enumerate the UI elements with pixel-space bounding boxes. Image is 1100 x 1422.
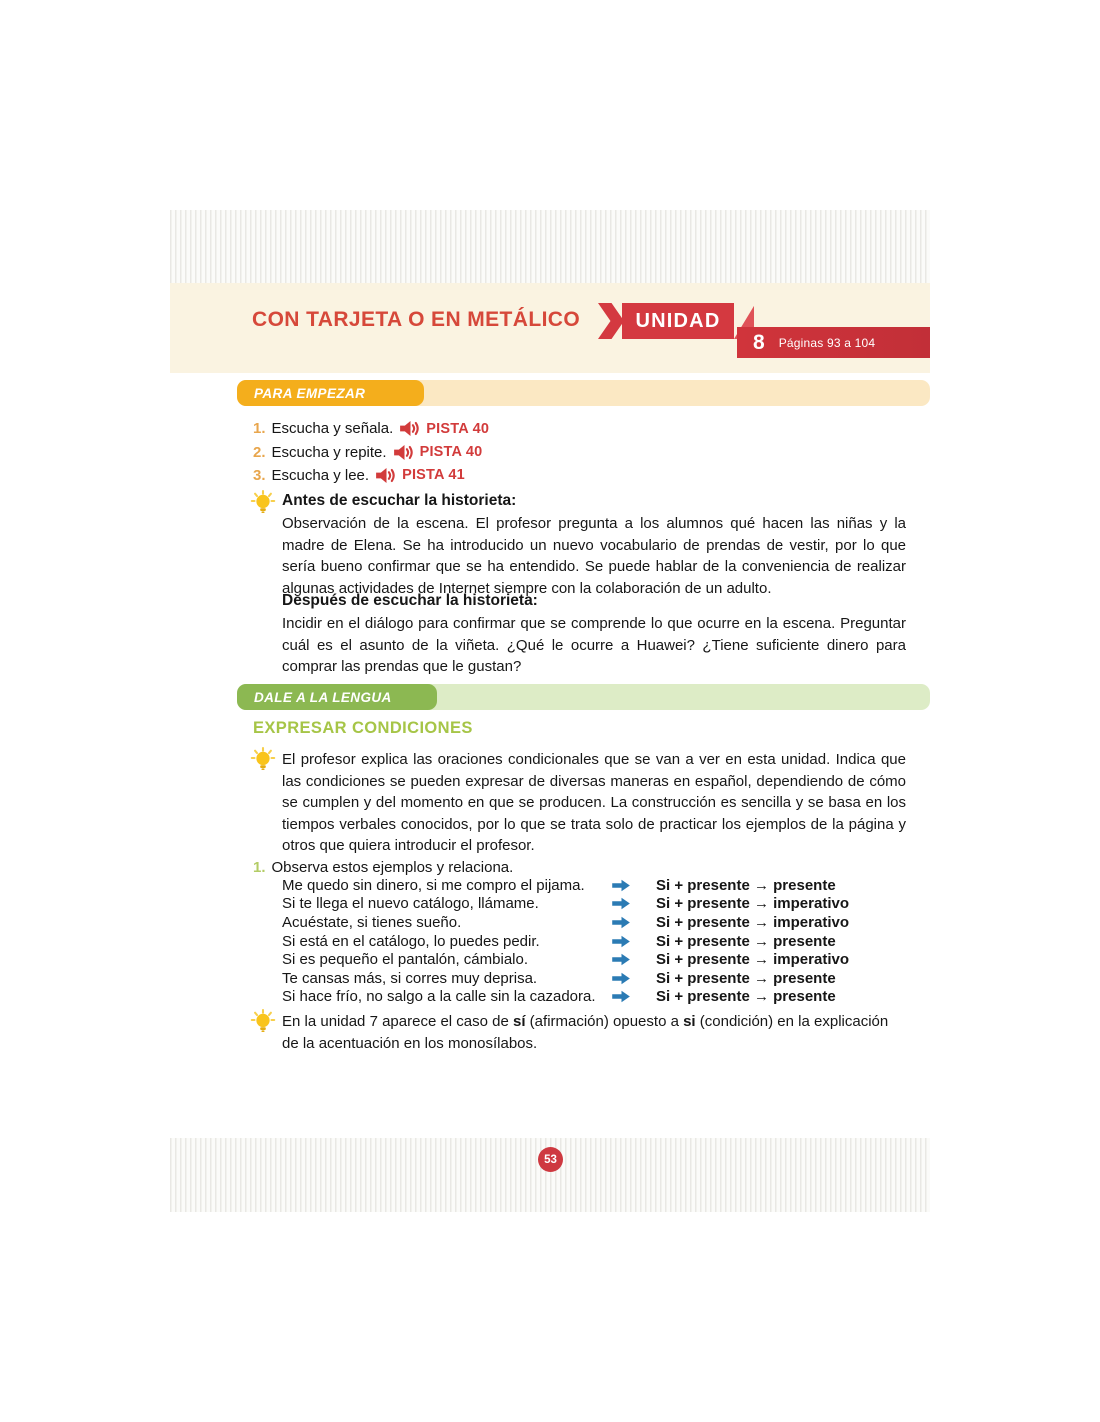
tip-body: Incidir en el diálogo para confirmar que se comprende lo que ocurre en la escena. Preguntar cuál es el asunto de la viñeta. ¿Qué le ocurre a Huawei? ¿Tiene suficiente dinero para comprar las prendas que le gustan?: [282, 615, 906, 675]
tip-heading: Antes de escuchar la historieta:: [282, 492, 517, 509]
unit-pages-bar: [737, 327, 930, 358]
task-text: Escucha y señala.: [271, 420, 394, 438]
rule-pattern: Si + presente → presente: [656, 876, 836, 894]
exercise-instruction-text: Observa estos ejemplos y relaciona.: [271, 859, 514, 876]
unit-number: 8: [753, 330, 765, 354]
unit-ribbon: UNIDAD: [622, 303, 734, 339]
speaker-icon: [394, 444, 415, 461]
teacher-tip-before: [250, 492, 906, 599]
example-sentence: Si te llega el nuevo catálogo, llámame.: [282, 895, 539, 913]
rule-pattern: Si + presente → imperativo: [656, 951, 849, 969]
teacher-tip-conditionals: [250, 749, 906, 857]
rule-pattern: Si + presente → presente: [656, 988, 836, 1006]
section-title-para-empezar: PARA EMPEZAR: [237, 380, 424, 406]
pista-label: PISTA 40: [426, 420, 490, 437]
task-number: 2.: [253, 443, 266, 461]
match-arrow-icon: [612, 990, 631, 1003]
teacher-tip-note: [250, 1011, 906, 1054]
task-item: [253, 440, 489, 463]
rule-pattern: Si + presente → presente: [656, 932, 836, 950]
lightbulb-icon: [250, 490, 276, 517]
note-text: (afirmación) opuesto a: [525, 1013, 684, 1030]
section-bar-para-empezar: [237, 380, 930, 406]
section-title-dale-a-la-lengua: DALE A LA LENGUA: [237, 684, 437, 710]
matching-exercise: [282, 876, 907, 1006]
pages-range: Páginas 93 a 104: [778, 335, 876, 350]
page-number-badge: 53: [538, 1147, 563, 1172]
subsection-title: EXPRESAR CONDICIONES: [253, 719, 473, 737]
tip-heading: Después de escuchar la historieta:: [282, 592, 538, 609]
lightbulb-icon: [250, 1009, 276, 1036]
example-sentence: Acuéstate, si tienes sueño.: [282, 913, 462, 931]
note-bold-si: si: [683, 1013, 696, 1030]
task-item: [253, 464, 489, 487]
rule-pattern: Si + presente → presente: [656, 969, 836, 987]
task-number: 3.: [253, 466, 266, 484]
note-text: (condición) en la explicación de la acentuación en los monosílabos.: [282, 1013, 889, 1052]
page-header-band: [170, 283, 930, 373]
example-sentence: Te cansas más, si corres muy deprisa.: [282, 969, 538, 987]
match-row: [282, 969, 907, 988]
exercise-instruction: [253, 859, 513, 876]
task-text: Escucha y repite.: [271, 443, 387, 461]
example-sentence: Si está en el catálogo, lo puedes pedir.: [282, 932, 540, 950]
note-text: En la unidad 7 aparece el caso de: [282, 1013, 513, 1030]
example-sentence: Si es pequeño el pantalón, cámbialo.: [282, 951, 529, 969]
example-sentence: Me quedo sin dinero, si me compro el pijama.: [282, 876, 585, 894]
page-title: CON TARJETA O EN METÁLICO: [252, 308, 581, 331]
decorative-stripes-top: [170, 210, 930, 283]
tip-body: [282, 1011, 906, 1054]
match-row: [282, 988, 907, 1007]
section-bar-dale-a-la-lengua: [237, 684, 930, 710]
tip-body: Observación de la escena. El profesor pregunta a los alumnos qué hacen las niñas y la madre de Elena. Se ha introducido un nuevo vocabulario de prendas de vestir, por lo que sería bueno confirmar que se ha entendido. Se puede hablar de la conveniencia de realizar algunas actividades de Internet siempre con la colaboración de un adulto.: [282, 515, 906, 597]
match-row: [282, 950, 907, 969]
tip-body: El profesor explica las oraciones condicionales que se van a ver en esta unidad. Indica que las condiciones se pueden expresar de diversas maneras en español, dependiendo de cómo se cumplen y del momento en que se producen. La construcción es sencilla y se basa en los tiempos verbales conocidos, por lo que se trata solo de practicar los ejemplos de la página y otros que quiera introducir el profesor.: [282, 751, 906, 854]
match-arrow-icon: [612, 916, 631, 929]
task-text: Escucha y lee.: [271, 466, 370, 484]
pista-label: PISTA 41: [402, 467, 465, 484]
speaker-icon: [400, 420, 421, 437]
match-arrow-icon: [612, 897, 631, 910]
match-arrow-icon: [612, 935, 631, 948]
pista-label: PISTA 40: [419, 444, 483, 461]
audio-task-list: [253, 417, 489, 487]
task-item: [253, 417, 489, 440]
ribbon-chevron-icon: [598, 303, 624, 339]
match-row: [282, 913, 907, 932]
exercise-number: 1.: [253, 859, 266, 876]
example-sentence: Si hace frío, no salgo a la calle sin la cazadora.: [282, 988, 596, 1006]
lightbulb-icon: [250, 747, 276, 774]
note-bold-si-accent: sí: [513, 1013, 526, 1030]
match-row: [282, 932, 907, 951]
teacher-tip-after: [250, 592, 906, 678]
match-row: [282, 876, 907, 895]
match-arrow-icon: [612, 972, 631, 985]
match-arrow-icon: [612, 879, 631, 892]
rule-pattern: Si + presente → imperativo: [656, 913, 849, 931]
rule-pattern: Si + presente → imperativo: [656, 895, 849, 913]
match-row: [282, 895, 907, 914]
task-number: 1.: [253, 420, 266, 438]
match-arrow-icon: [612, 953, 631, 966]
speaker-icon: [376, 467, 397, 484]
